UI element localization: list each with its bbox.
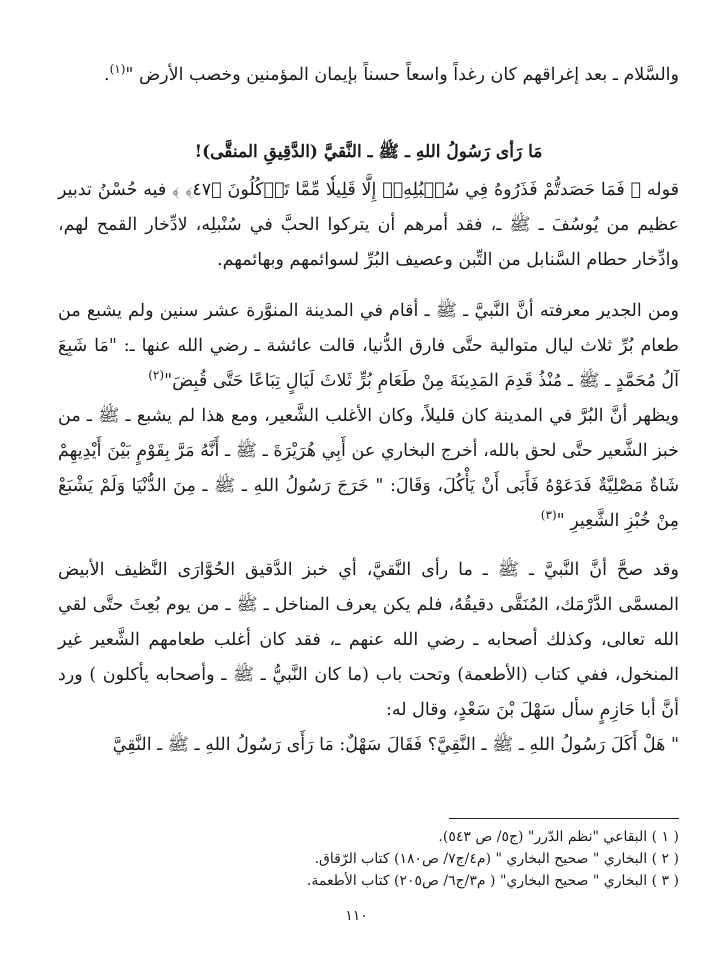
- footnote-ref-3[interactable]: (٣): [540, 508, 557, 523]
- paragraph-medina: [58, 294, 679, 399]
- intro-end: .: [104, 65, 110, 85]
- intro-paragraph: [58, 58, 679, 93]
- footnote-ref-1[interactable]: (١): [109, 62, 126, 77]
- paragraph-medina-text: ومن الجدير معرفته أنَّ النَّبيَّ ـ ﷺ ـ أقام في المدينة المنوَّرة عشر سنين ولم يشبع من طعام بُرِّ ثلاث ليال متوالية حتَّى فارق الدُّنيا، قالت عائشة ـ رضي الله عنها ـ: "مَا شَبِعَ آلُ مُحَمَّدٍ ـ ﷺ ـ مُنْذُ قَدِمَ المَدِينَةَ مِنْ طَعَامِ بُرٍّ ثَلاثَ لَيَالٍ تِبَاعًا حَتَّى قُبِضَ": [58, 301, 679, 391]
- section-heading: مَا رَأى رَسُولُ اللهِ ـ ﷺ ـ النَّقيَّ (الدَّقِيقِ المنقَّى)!: [194, 142, 543, 162]
- footnotes: [58, 826, 679, 892]
- footnote-1: ( ١ ) البقاعي "نظم الدّرر" (ج٥/ ص ٥٤٣).: [438, 829, 679, 845]
- paragraph-barley: [58, 399, 679, 539]
- paragraph-barley-text: ويظهر أنَّ البُرَّ في المدينة كان قليلاً، وكان الأغلب الشَّعير، ومع هذا لم يشبع ـ ﷺ ـ من خبز الشَّعير حتَّى لحق بالله، أخرج البخاري عن أَبِي هُرَيْرَةَ ـ ﷺ ـ أَنَّهُ مَرَّ بِقَوْمٍ بَيْنَ أَيْدِيهِمْ شَاةٌ مَصْلِيَّةٌ فَدَعَوْهُ فَأَبَى أَنْ يَأْكُلَ، وَقَالَ: " خَرَجَ رَسُولُ اللهِ ـ ﷺ ـ مِنَ الدُّنْيَا وَلَمْ يَشْبَعْ مِنْ خُبْزِ الشَّعِيرِ ": [58, 406, 679, 531]
- footnote-divider: [449, 818, 679, 819]
- page-number: ١١٠: [345, 908, 368, 924]
- paragraph-yusuf: قوله ﴿ فَمَا حَصَدتُّمْ فَذَرُوهُ فِي سُنۢبُلِهِۦٓ إِلَّا قَلِيلٗا مِّمَّا تَأۡكُلُونَ ﴿٤٧﴾ ﴾ فيه حُسْنُ تدبير عظيم من يُوسُفَ ـ ﷺ ـ، فقد أمرهم أن يتركوا الحبَّ في سُنْبلِه، لادِّخار القمح لهم، وادِّخار حطام السَّنابل من التِّبن وعصيف البُرِّ لسوائمهم وبهائمهم.: [58, 180, 679, 270]
- paragraph-naqi: وقد صحَّ أنَّ النَّبيَّ ـ ﷺ ـ ما رأى النَّقيَّ، أي خبز الدَّقيق الحُوَّارَى النَّظيف الأبيض المسمَّى الدَّرْمَك، المُنَقَّى دقيقُهُ، فلم يكن يعرف المناخل ـ ﷺ ـ من يوم بُعِثَ حتَّى لقي الله تعالى، وكذلك أصحابه ـ رضي الله عنهم ـ، فقد كان أغلب طعامهم الشَّعير غير المنخول، ففي كتاب (الأطعمة) وتحت باب (ما كان النَّبيُّ ـ ﷺ ـ وأصحابه يأكلون ) ورد أنَّ أبا حَازِمٍ سأل سَهْلَ بْنَ سَعْدٍ، وقال له:: [58, 560, 679, 720]
- page-body: [58, 58, 679, 763]
- footnote-ref-2[interactable]: (٢): [148, 368, 165, 383]
- footnote-2: ( ٢ ) البخاري " صحيح البخاري " (م٤/ج٧/ ص١٨٠) كتاب الرّقاق.: [314, 851, 679, 867]
- paragraph-hadith: " هَلْ أَكَلَ رَسُولُ اللهِ ـ ﷺ ـ النَّقِيَّ؟ فَقَالَ سَهْلٌ: مَا رَأَى رَسُولُ اللهِ ـ ﷺ ـ النَّقِيَّ: [112, 735, 679, 755]
- footnote-3: ( ٣ ) البخاري " صحيح البخاري" ( م٣/ج٦/ ص٢٠٥) كتاب الأطعمة.: [306, 873, 679, 889]
- intro-text: والسَّلام ـ بعد إغراقهم كان رغداً واسعاً حسناً بإيمان المؤمنين وخصب الأرض ": [125, 65, 679, 85]
